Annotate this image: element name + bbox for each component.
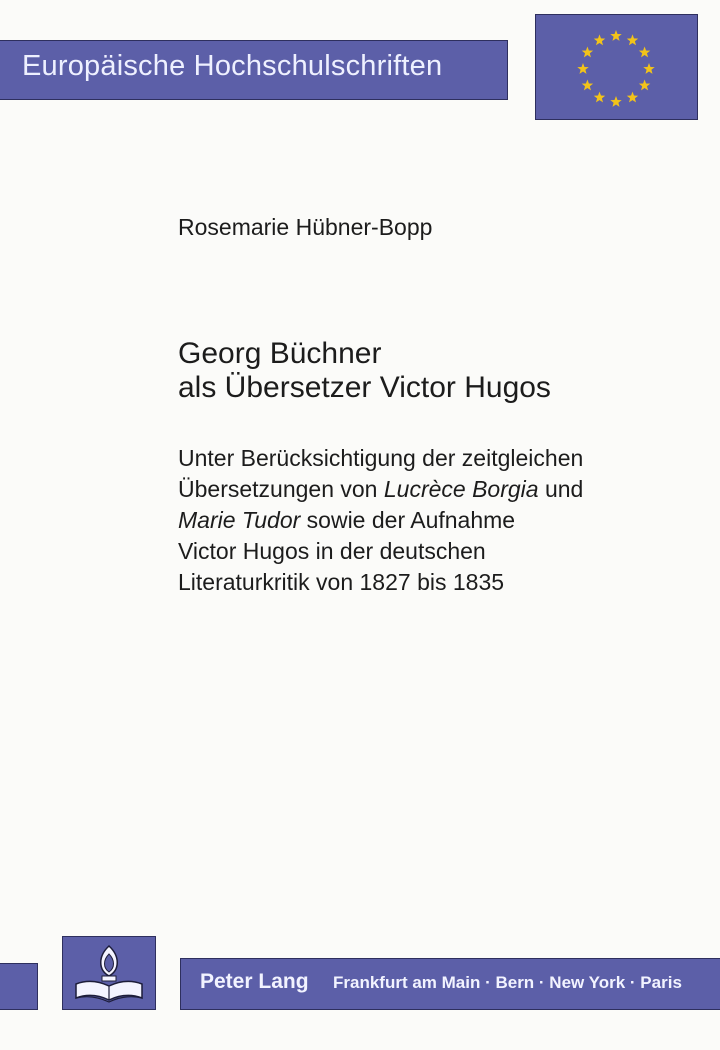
eu-star-5 [639, 80, 650, 91]
book-subtitle [178, 443, 583, 598]
peter-lang-logo-icon [62, 936, 156, 1010]
eu-star-6 [627, 92, 638, 103]
eu-star-3 [639, 47, 650, 58]
eu-star-10 [577, 63, 588, 74]
title-line-1: Georg Büchner [178, 337, 382, 370]
eu-star-1 [610, 30, 621, 41]
subtitle-line-3 [178, 505, 583, 536]
subtitle-line-2-post: und [538, 476, 584, 502]
title-line-2: als Übersetzer Victor Hugos [178, 371, 551, 404]
eu-star-11 [582, 47, 593, 58]
left-tab-band [0, 963, 38, 1010]
eu-star-7 [610, 96, 621, 107]
work-title-marie-tudor: Marie Tudor [178, 507, 301, 533]
publisher-name: Peter Lang [200, 970, 309, 993]
publisher-places: Frankfurt am Main · Bern · New York · Paris [333, 973, 682, 992]
author-name: Rosemarie Hübner-Bopp [178, 214, 433, 240]
eu-star-8 [594, 92, 605, 103]
subtitle-line-5: Literaturkritik von 1827 bis 1835 [178, 569, 505, 595]
eu-star-4 [643, 63, 654, 74]
subtitle-line-2 [178, 474, 583, 505]
work-title-lucrece-borgia: Lucrèce Borgia [383, 476, 539, 502]
series-title: Europäische Hochschulschriften [22, 50, 443, 82]
eu-star-12 [594, 34, 605, 45]
eu-stars-icon [535, 14, 698, 120]
eu-star-2 [627, 34, 638, 45]
book-title [178, 337, 551, 405]
subtitle-line-3-post: sowie der Aufnahme [300, 507, 516, 533]
eu-star-9 [582, 80, 593, 91]
subtitle-line-4: Victor Hugos in der deutschen [178, 538, 486, 564]
subtitle-line-1: Unter Berücksichtigung der zeitgleichen [178, 445, 584, 471]
subtitle-line-2-pre: Übersetzungen von [178, 476, 384, 502]
